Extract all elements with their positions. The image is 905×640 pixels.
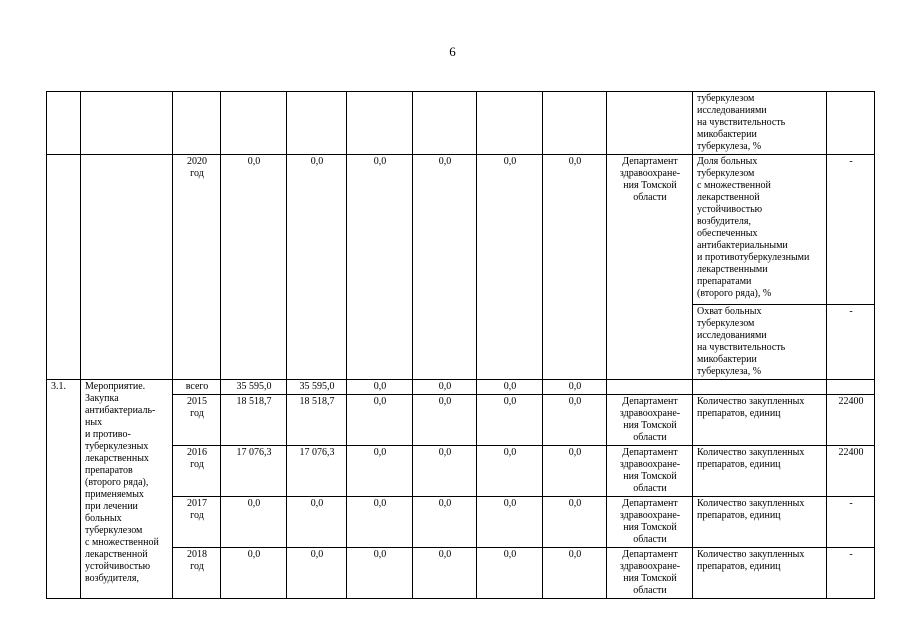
cell-value: 0,0	[413, 380, 477, 395]
cell-value: 0,0	[347, 548, 413, 599]
page-number: 6	[449, 44, 456, 59]
cell-value: 0,0	[287, 497, 347, 548]
cell-indicator-value	[827, 380, 875, 395]
cell-value: 0,0	[413, 155, 477, 380]
cell-value: 0,0	[543, 395, 607, 446]
cell-value: 17 076,3	[221, 446, 287, 497]
cell-indicator: туберкулезом исследованиями на чувствительность микобактерии туберкулеза, %	[693, 92, 827, 155]
cell-value: 0,0	[543, 155, 607, 380]
cell-value: 0,0	[413, 395, 477, 446]
cell-value: 0,0	[347, 497, 413, 548]
cell-value: 0,0	[221, 497, 287, 548]
cell-value: 0,0	[413, 497, 477, 548]
cell-indicator-value: 22400	[827, 395, 875, 446]
cell-indicator: Количество закупленных препаратов, единиц	[693, 446, 827, 497]
cell-year: 2017 год	[173, 497, 221, 548]
cell-value: 0,0	[347, 395, 413, 446]
cell-indicator-value: -	[827, 305, 875, 380]
cell-indicator-value: 22400	[827, 446, 875, 497]
cell-indicator	[693, 380, 827, 395]
cell-indicator: Охват больных туберкулезом исследованиями на чувствительность микобактерии туберкулеза, %	[693, 305, 827, 380]
cell-indicator: Количество закупленных препаратов, единиц	[693, 395, 827, 446]
cell-indicator: Количество закупленных препаратов, единиц	[693, 548, 827, 599]
cell-year: всего	[173, 380, 221, 395]
cell-value	[543, 92, 607, 155]
cell-value: 0,0	[477, 395, 543, 446]
cell-indicator-value: -	[827, 497, 875, 548]
cell-department: Департамент здравоохране- ния Томской области	[607, 446, 693, 497]
cell-value: 0,0	[477, 446, 543, 497]
cell-year	[173, 92, 221, 155]
cell-year: 2016 год	[173, 446, 221, 497]
cell-value: 0,0	[477, 548, 543, 599]
cell-value: 35 595,0	[287, 380, 347, 395]
cell-value	[221, 92, 287, 155]
cell-department: Департамент здравоохране- ния Томской области	[607, 497, 693, 548]
cell-value: 0,0	[477, 497, 543, 548]
cell-value	[477, 92, 543, 155]
cell-indicator: Доля больных туберкулезом с множественной лекарственной устойчивостью возбудителя, обеспеченных антибактериальными и противотуберкулезными лекарственными препаратами (второго ряда), %	[693, 155, 827, 305]
cell-department: Департамент здравоохране- ния Томской области	[607, 548, 693, 599]
cell-value: 0,0	[477, 380, 543, 395]
cell-number: 3.1.	[47, 380, 81, 599]
cell-value: 0,0	[477, 155, 543, 380]
cell-value	[413, 92, 477, 155]
cell-indicator-value	[827, 92, 875, 155]
cell-value: 18 518,7	[287, 395, 347, 446]
cell-value: 0,0	[347, 380, 413, 395]
cell-department	[607, 380, 693, 395]
cell-value	[287, 92, 347, 155]
cell-value: 0,0	[543, 446, 607, 497]
cell-number	[47, 155, 81, 380]
cell-value: 0,0	[413, 548, 477, 599]
cell-number	[47, 92, 81, 155]
cell-value: 17 076,3	[287, 446, 347, 497]
cell-value: 35 595,0	[221, 380, 287, 395]
cell-value: 0,0	[221, 155, 287, 380]
cell-value: 0,0	[543, 548, 607, 599]
cell-value: 0,0	[543, 497, 607, 548]
cell-indicator-value: -	[827, 155, 875, 305]
cell-value: 0,0	[221, 548, 287, 599]
cell-value	[347, 92, 413, 155]
table-row	[47, 92, 875, 155]
program-table	[46, 91, 875, 599]
cell-activity	[81, 92, 173, 155]
cell-indicator-value: -	[827, 548, 875, 599]
cell-year: 2020 год	[173, 155, 221, 380]
cell-activity	[81, 155, 173, 380]
cell-department	[607, 92, 693, 155]
cell-year: 2015 год	[173, 395, 221, 446]
cell-indicator: Количество закупленных препаратов, единиц	[693, 497, 827, 548]
cell-value: 0,0	[543, 380, 607, 395]
cell-value: 0,0	[347, 446, 413, 497]
cell-value: 18 518,7	[221, 395, 287, 446]
cell-year: 2018 год	[173, 548, 221, 599]
cell-department: Департамент здравоохране- ния Томской области	[607, 395, 693, 446]
cell-value: 0,0	[413, 446, 477, 497]
cell-value: 0,0	[287, 155, 347, 380]
table-row	[47, 380, 875, 395]
cell-value: 0,0	[347, 155, 413, 380]
table-row	[47, 155, 875, 305]
cell-department: Департамент здравоохране- ния Томской области	[607, 155, 693, 380]
cell-activity: Мероприятие. Закупка антибактериаль- ных и противо- туберкулезных лекарственных препаратов (второго ряда), применяемых при лечении больных туберкулезом с множественной лекарственной устойчивостью возбудителя,	[81, 380, 173, 599]
cell-value: 0,0	[287, 548, 347, 599]
